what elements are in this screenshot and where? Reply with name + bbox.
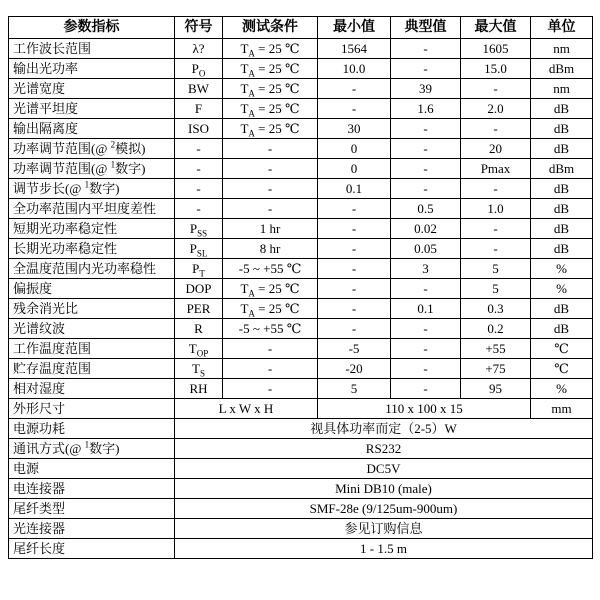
value-cell: 15.0 — [461, 59, 531, 79]
text-part: = 25 ℃ — [254, 41, 300, 56]
table-row — [9, 99, 593, 119]
table-row — [9, 199, 593, 219]
value-cell — [175, 399, 318, 419]
value-cell: dB — [531, 219, 593, 239]
value-cell: R — [175, 319, 223, 339]
value-cell: dBm — [531, 59, 593, 79]
value-cell: - — [391, 319, 461, 339]
table-header — [9, 17, 593, 39]
value-cell: - — [318, 219, 391, 239]
value-cell: - — [223, 359, 318, 379]
text-part: P — [191, 61, 199, 76]
value-cell: % — [531, 259, 593, 279]
value-cell — [223, 299, 318, 319]
value-cell — [175, 239, 223, 259]
sup-text: 1 — [84, 179, 90, 190]
value-cell — [175, 439, 593, 459]
value-cell: -5 — [318, 339, 391, 359]
text-part: 数字) — [89, 181, 120, 196]
value-cell: - — [461, 119, 531, 139]
table-row — [9, 139, 593, 159]
text-part: 1 - 1.5 m — [360, 541, 407, 556]
text-part: T — [192, 361, 200, 376]
table-row — [9, 359, 593, 379]
column-header: 最小值 — [318, 17, 391, 39]
param-name-cell — [9, 139, 175, 159]
value-cell: - — [391, 379, 461, 399]
param-name-cell: 工作波长范围 — [9, 39, 175, 59]
sub-text: SS — [197, 228, 208, 239]
value-cell: 1.6 — [391, 99, 461, 119]
value-cell: - — [391, 59, 461, 79]
value-cell: nm — [531, 39, 593, 59]
value-cell: +75 — [461, 359, 531, 379]
param-name-cell: 电源功耗 — [9, 419, 175, 439]
value-cell — [223, 119, 318, 139]
text-part: = 25 ℃ — [254, 101, 300, 116]
param-name-cell: 输出隔离度 — [9, 119, 175, 139]
value-cell: nm — [531, 79, 593, 99]
text-part: T — [240, 81, 249, 96]
value-cell: 5 — [461, 259, 531, 279]
text-part: 数字) — [115, 161, 146, 176]
value-cell: 30 — [318, 119, 391, 139]
value-cell: 0.3 — [461, 299, 531, 319]
param-name-cell: 长期光功率稳定性 — [9, 239, 175, 259]
value-cell: dB — [531, 179, 593, 199]
param-name-cell: 短期光功率稳定性 — [9, 219, 175, 239]
sub-text: A — [248, 308, 255, 319]
value-cell: 39 — [391, 79, 461, 99]
value-cell — [175, 479, 593, 499]
param-name-cell — [9, 159, 175, 179]
param-name-cell: 全功率范围内平坦度差性 — [9, 199, 175, 219]
sup-text: 2 — [110, 139, 116, 150]
table-row — [9, 479, 593, 499]
table-row — [9, 499, 593, 519]
value-cell: ℃ — [531, 359, 593, 379]
value-cell: - — [175, 139, 223, 159]
text-part: DC5V — [366, 461, 401, 476]
value-cell: dB — [531, 99, 593, 119]
value-cell: - — [223, 159, 318, 179]
value-cell: - — [223, 139, 318, 159]
param-name-cell: 全温度范围内光功率稳性 — [9, 259, 175, 279]
value-cell: mm — [531, 399, 593, 419]
value-cell — [175, 359, 223, 379]
value-cell — [223, 59, 318, 79]
text-part: 参见订购信息 — [344, 521, 423, 536]
value-cell — [223, 99, 318, 119]
value-cell: - — [175, 199, 223, 219]
param-name-cell: 尾纤类型 — [9, 499, 175, 519]
table-row — [9, 39, 593, 59]
value-cell — [223, 39, 318, 59]
value-cell: - — [175, 159, 223, 179]
table-body — [9, 39, 593, 559]
value-cell — [175, 59, 223, 79]
column-header: 符号 — [175, 17, 223, 39]
value-cell: dB — [531, 239, 593, 259]
value-cell: - — [461, 179, 531, 199]
value-cell: 8 hr — [223, 239, 318, 259]
sub-text: O — [198, 68, 206, 79]
value-cell — [175, 419, 593, 439]
value-cell — [175, 499, 593, 519]
value-cell: 0.1 — [318, 179, 391, 199]
value-cell: -5 ~ +55 ℃ — [223, 319, 318, 339]
value-cell — [175, 259, 223, 279]
value-cell: 95 — [461, 379, 531, 399]
text-part: = 25 ℃ — [254, 281, 300, 296]
value-cell: - — [391, 179, 461, 199]
value-cell: - — [461, 219, 531, 239]
table-row — [9, 119, 593, 139]
value-cell: dB — [531, 139, 593, 159]
value-cell — [175, 339, 223, 359]
param-name-cell: 光谱宽度 — [9, 79, 175, 99]
sub-text: A — [248, 68, 255, 79]
value-cell — [223, 79, 318, 99]
text-part: = 25 ℃ — [254, 301, 300, 316]
text-part: P — [189, 241, 197, 256]
value-cell: F — [175, 99, 223, 119]
value-cell: - — [318, 239, 391, 259]
param-name-cell: 相对湿度 — [9, 379, 175, 399]
value-cell: - — [318, 259, 391, 279]
value-cell: - — [391, 139, 461, 159]
value-cell: 1564 — [318, 39, 391, 59]
value-cell: % — [531, 379, 593, 399]
text-part: 调节步长(@ — [13, 181, 85, 196]
text-part: Mini DB10 (male) — [335, 481, 432, 496]
value-cell: - — [318, 99, 391, 119]
value-cell: 0.05 — [391, 239, 461, 259]
table-row — [9, 279, 593, 299]
value-cell: - — [318, 299, 391, 319]
table-row — [9, 179, 593, 199]
text-part: = 25 ℃ — [254, 61, 300, 76]
value-cell: - — [391, 119, 461, 139]
sub-text: T — [199, 268, 205, 279]
value-cell: - — [318, 199, 391, 219]
table-row — [9, 319, 593, 339]
text-part: 功率调节范围(@ — [13, 161, 111, 176]
value-cell: 3 — [391, 259, 461, 279]
value-cell: 0.2 — [461, 319, 531, 339]
value-cell: ℃ — [531, 339, 593, 359]
table-row — [9, 399, 593, 419]
value-cell — [175, 219, 223, 239]
value-cell — [223, 279, 318, 299]
column-header: 单位 — [531, 17, 593, 39]
text-part: T — [188, 341, 197, 356]
value-cell: 0.02 — [391, 219, 461, 239]
text-part: 通讯方式(@ — [13, 441, 85, 456]
value-cell: 10.0 — [318, 59, 391, 79]
value-cell: - — [391, 339, 461, 359]
value-cell: dB — [531, 319, 593, 339]
table-row — [9, 459, 593, 479]
value-cell: - — [223, 179, 318, 199]
table-row — [9, 219, 593, 239]
value-cell: -20 — [318, 359, 391, 379]
table-row — [9, 519, 593, 539]
value-cell: - — [461, 79, 531, 99]
text-part: RS232 — [365, 441, 402, 456]
value-cell: ISO — [175, 119, 223, 139]
value-cell — [175, 519, 593, 539]
sub-text: A — [248, 288, 255, 299]
table-row — [9, 59, 593, 79]
param-name-cell: 工作温度范围 — [9, 339, 175, 359]
value-cell: λ? — [175, 39, 223, 59]
table-row — [9, 239, 593, 259]
value-cell — [318, 399, 531, 419]
param-name-cell — [9, 439, 175, 459]
param-name-cell: 光谱纹波 — [9, 319, 175, 339]
param-name-cell — [9, 179, 175, 199]
value-cell: 0.5 — [391, 199, 461, 219]
text-part: 110 x 100 x 15 — [385, 401, 463, 416]
sub-text: A — [248, 108, 255, 119]
column-header: 测试条件 — [223, 17, 318, 39]
value-cell: - — [391, 159, 461, 179]
value-cell: 1.0 — [461, 199, 531, 219]
value-cell: dB — [531, 199, 593, 219]
sub-text: OP — [196, 348, 209, 359]
param-name-cell: 光谱平坦度 — [9, 99, 175, 119]
value-cell: DOP — [175, 279, 223, 299]
param-name-cell: 输出光功率 — [9, 59, 175, 79]
value-cell: - — [223, 199, 318, 219]
sup-text: 1 — [110, 159, 116, 170]
text-part: 功率调节范围(@ — [13, 141, 111, 156]
param-name-cell: 外形尺寸 — [9, 399, 175, 419]
value-cell: dBm — [531, 159, 593, 179]
value-cell: - — [318, 79, 391, 99]
value-cell: 1605 — [461, 39, 531, 59]
table-row — [9, 339, 593, 359]
table-row — [9, 259, 593, 279]
text-part: 模拟) — [115, 141, 146, 156]
value-cell — [175, 539, 593, 559]
value-cell: 5 — [318, 379, 391, 399]
value-cell: 0 — [318, 139, 391, 159]
value-cell: Pmax — [461, 159, 531, 179]
value-cell: - — [391, 279, 461, 299]
value-cell: BW — [175, 79, 223, 99]
text-part: T — [240, 121, 249, 136]
text-part: T — [240, 301, 249, 316]
param-name-cell: 尾纤长度 — [9, 539, 175, 559]
value-cell: 0 — [318, 159, 391, 179]
table-row — [9, 379, 593, 399]
text-part: T — [240, 281, 249, 296]
table-row — [9, 159, 593, 179]
value-cell: - — [318, 319, 391, 339]
table-row — [9, 79, 593, 99]
value-cell: - — [391, 39, 461, 59]
value-cell: RH — [175, 379, 223, 399]
value-cell: 1 hr — [223, 219, 318, 239]
value-cell: -5 ~ +55 ℃ — [223, 259, 318, 279]
text-part: = 25 ℃ — [254, 81, 300, 96]
text-part: 数字) — [89, 441, 120, 456]
value-cell: - — [461, 239, 531, 259]
table-row — [9, 299, 593, 319]
text-part: P — [189, 221, 198, 236]
param-name-cell: 光连接器 — [9, 519, 175, 539]
value-cell: PER — [175, 299, 223, 319]
column-header: 参数指标 — [9, 17, 175, 39]
value-cell: +55 — [461, 339, 531, 359]
sub-text: A — [248, 48, 255, 59]
value-cell: - — [175, 179, 223, 199]
column-header: 典型值 — [391, 17, 461, 39]
value-cell: % — [531, 279, 593, 299]
param-name-cell: 残余消光比 — [9, 299, 175, 319]
sub-text: A — [248, 128, 255, 139]
text-part: SMF-28e (9/125um-900um) — [309, 501, 458, 516]
text-part: T — [240, 101, 249, 116]
table-row — [9, 539, 593, 559]
table-row — [9, 419, 593, 439]
sub-text: A — [248, 88, 255, 99]
text-part: T — [240, 41, 249, 56]
value-cell: dB — [531, 119, 593, 139]
param-name-cell: 贮存温度范围 — [9, 359, 175, 379]
sub-text: S — [199, 368, 205, 379]
spec-table — [8, 16, 593, 559]
table-row — [9, 439, 593, 459]
value-cell: 20 — [461, 139, 531, 159]
header-row — [9, 17, 593, 39]
value-cell: - — [223, 339, 318, 359]
text-part: T — [240, 61, 249, 76]
column-header: 最大值 — [461, 17, 531, 39]
param-name-cell: 电连接器 — [9, 479, 175, 499]
param-name-cell: 电源 — [9, 459, 175, 479]
sub-text: SL — [196, 248, 208, 259]
value-cell: dB — [531, 299, 593, 319]
sup-text: 1 — [84, 439, 90, 450]
value-cell: - — [391, 359, 461, 379]
value-cell: - — [318, 279, 391, 299]
value-cell — [175, 459, 593, 479]
value-cell: 2.0 — [461, 99, 531, 119]
text-part: = 25 ℃ — [254, 121, 300, 136]
value-cell: - — [223, 379, 318, 399]
value-cell: 0.1 — [391, 299, 461, 319]
text-part: 视具体功率而定（2-5）W — [310, 421, 457, 436]
text-part: L x W x H — [218, 401, 274, 416]
text-part: P — [192, 261, 200, 276]
param-name-cell: 偏振度 — [9, 279, 175, 299]
value-cell: 5 — [461, 279, 531, 299]
